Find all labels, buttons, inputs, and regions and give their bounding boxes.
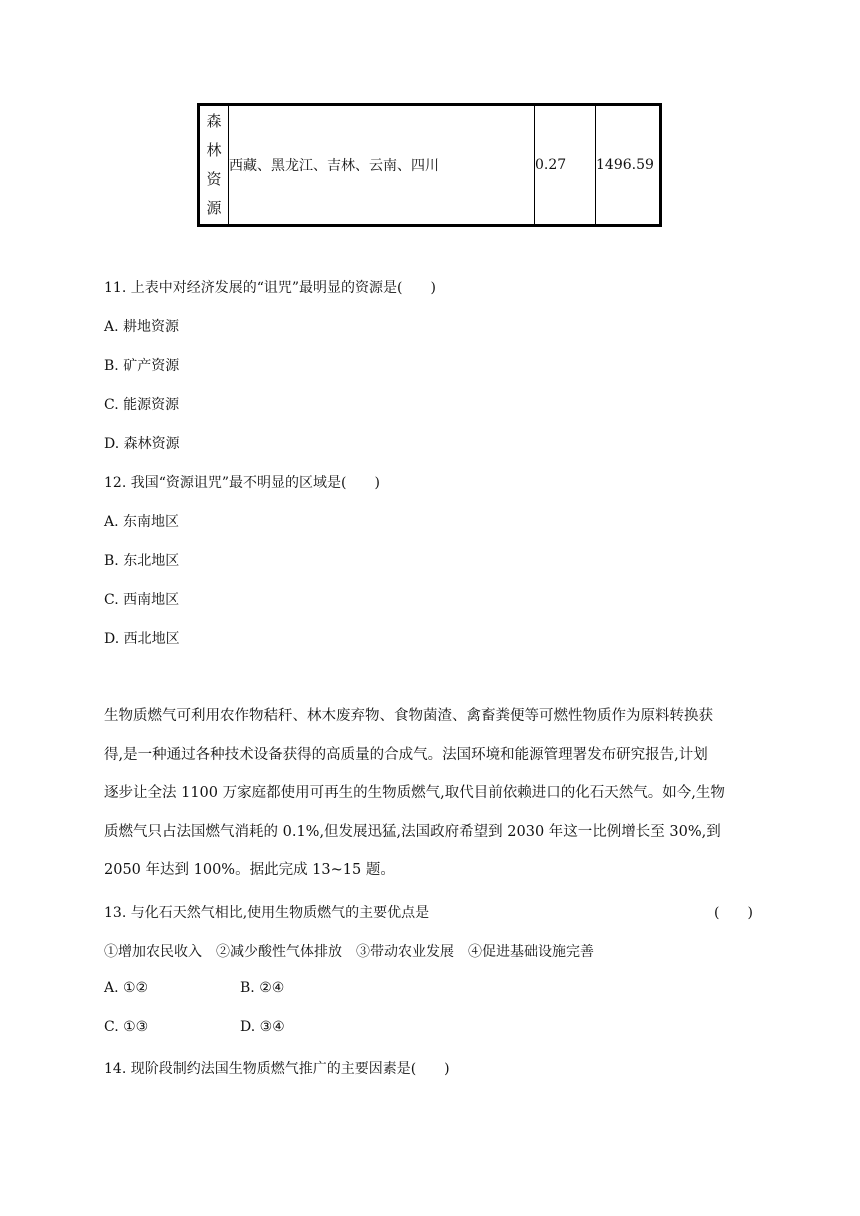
q13-option-b[interactable]: B. ②④: [240, 980, 285, 996]
category-char: 森: [206, 112, 222, 130]
q12-option-b[interactable]: B. 东北地区: [104, 553, 180, 569]
category-char: 源: [206, 199, 222, 217]
passage-line: 质燃气只占法国燃气消耗的 0.1%,但发展迅猛,法国政府希望到 2030 年这一比例增长至 30%,到: [104, 823, 721, 840]
resource-table: [197, 103, 662, 227]
passage-line: 得,是一种通过各种技术设备获得的高质量的合成气。法国环境和能源管理署发布研究报告,计划: [104, 746, 708, 763]
question-11-stem: 11. 上表中对经济发展的“诅咒”最明显的资源是( ): [104, 280, 436, 296]
table-row: [199, 105, 661, 226]
q13-answer-bracket: ( ): [714, 905, 753, 921]
q11-option-a[interactable]: A. 耕地资源: [104, 319, 180, 335]
q13-option-a[interactable]: A. ①②: [104, 980, 149, 996]
passage-line: 2050 年达到 100%。据此完成 13~15 题。: [104, 862, 395, 878]
question-14-stem: 14. 现阶段制约法国生物质燃气推广的主要因素是( ): [104, 1061, 450, 1077]
passage-line: 生物质燃气可利用农作物秸秆、林木废弃物、食物菌渣、禽畜粪便等可燃性物质作为原料转换获: [104, 708, 713, 724]
q12-option-a[interactable]: A. 东南地区: [104, 514, 180, 530]
question-12-stem: 12. 我国“资源诅咒”最不明显的区域是( ): [104, 475, 380, 491]
q13-statements: ①增加农民收入 ②减少酸性气体排放 ③带动农业发展 ④促进基础设施完善: [104, 944, 594, 960]
q13-option-c[interactable]: C. ①③: [104, 1019, 149, 1035]
q11-option-b[interactable]: B. 矿产资源: [104, 358, 180, 374]
q13-option-d[interactable]: D. ③④: [240, 1019, 285, 1035]
category-char: 资: [206, 170, 222, 188]
q11-option-d[interactable]: D. 森林资源: [104, 436, 180, 452]
q11-option-c[interactable]: C. 能源资源: [104, 397, 180, 413]
passage: [104, 697, 764, 890]
q12-option-d[interactable]: D. 西北地区: [104, 631, 180, 647]
question-13-stem: 13. 与化石天然气相比,使用生物质燃气的主要优点是: [104, 905, 430, 921]
q12-option-c[interactable]: C. 西南地区: [104, 592, 180, 608]
value2-cell: 1496.59: [596, 105, 661, 226]
resource-category-cell: [199, 105, 229, 226]
regions-cell: 西藏、黑龙江、吉林、云南、四川: [229, 105, 535, 226]
value1-cell: 0.27: [535, 105, 596, 226]
passage-line: 逐步让全法 1100 万家庭都使用可再生的生物质燃气,取代目前依赖进口的化石天然气。如今,生物: [104, 785, 725, 801]
category-char: 林: [206, 141, 222, 159]
